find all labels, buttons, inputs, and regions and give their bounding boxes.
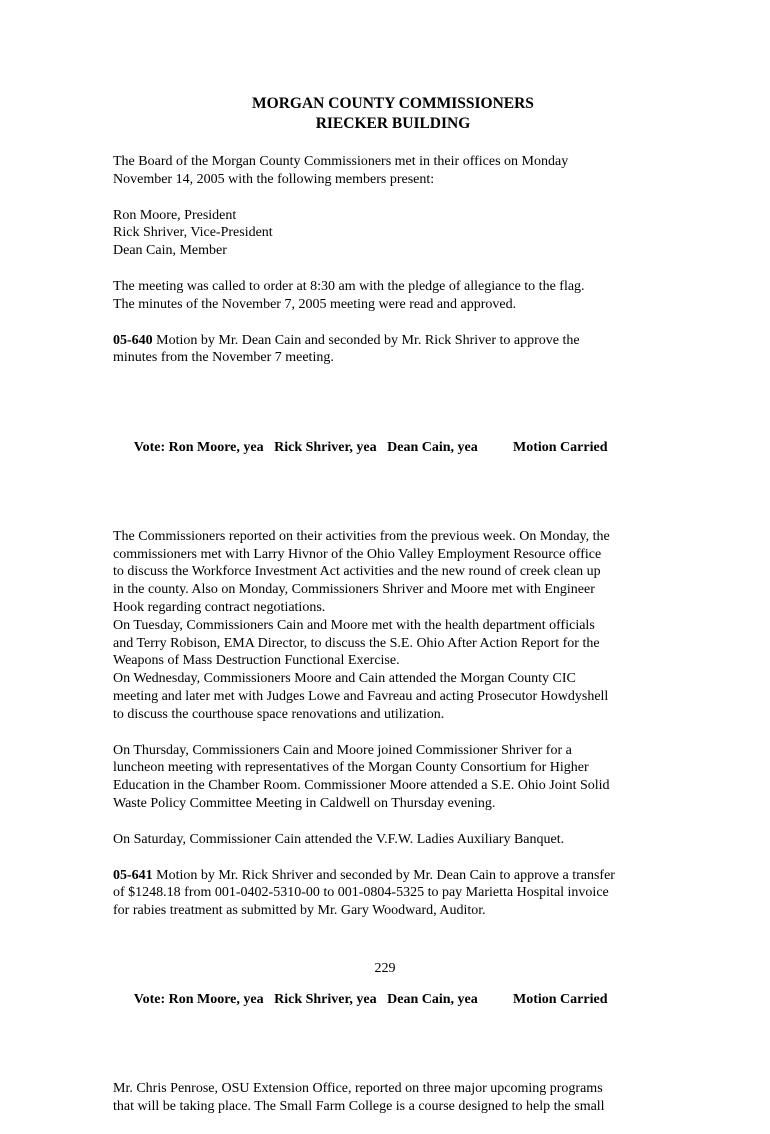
text-line: that will be taking place. The Small Farm College is a course designed to help the small	[113, 1099, 605, 1115]
text-line: in the county. Also on Monday, Commissioners Shriver and Moore met with Engineer	[113, 582, 595, 598]
text-line: On Tuesday, Commissioners Cain and Moore met with the health department officials	[113, 617, 595, 633]
text-line: to discuss the Workforce Investment Act activities and the new round of creek clean up	[113, 564, 601, 580]
text-line: luncheon meeting with representatives of the Morgan County Consortium for Higher	[113, 760, 589, 776]
text-line: The minutes of the November 7, 2005 meeting were read and approved.	[113, 296, 517, 312]
document-header	[113, 94, 673, 134]
text-line: Waste Policy Committee Meeting in Caldwell on Thursday evening.	[113, 795, 496, 811]
text-line: November 14, 2005 with the following members present:	[113, 171, 435, 187]
text-line: Education in the Chamber Room. Commissioner Moore attended a S.E. Ohio Joint Solid	[113, 778, 610, 794]
text-line	[113, 332, 673, 350]
text-line: and Terry Robison, EMA Director, to discuss the S.E. Ohio After Action Report for the	[113, 635, 600, 651]
page-subtitle: RIECKER BUILDING	[315, 115, 471, 132]
page-number: 229	[374, 961, 396, 976]
vote-text: Vote: Ron Moore, yea Rick Shriver, yea Dean Cain, yea	[133, 992, 478, 1008]
text-line: The meeting was called to order at 8:30 am with the pledge of allegiance to the flag.	[113, 278, 585, 294]
text-line: minutes from the November 7 meeting.	[113, 350, 334, 366]
document-page	[113, 94, 673, 1134]
member-entry: Rick Shriver, Vice-President	[113, 225, 273, 241]
activities-paragraph	[113, 528, 673, 617]
text-line: On Wednesday, Commissioners Moore and Cain attended the Morgan County CIC	[113, 671, 576, 687]
vote-result: Motion Carried	[513, 439, 608, 455]
text-line: meeting and later met with Judges Lowe and Favreau and acting Prosecutor Howdyshell	[113, 688, 609, 704]
page-title: MORGAN COUNTY COMMISSIONERS	[252, 95, 534, 112]
text-line: On Thursday, Commissioners Cain and Moore joined Commissioner Shriver for a	[113, 742, 572, 758]
vote-text: Vote: Ron Moore, yea Rick Shriver, yea Dean Cain, yea	[133, 439, 478, 455]
tuesday-paragraph	[113, 617, 673, 670]
text-line: Weapons of Mass Destruction Functional Exercise.	[113, 653, 400, 669]
text-line: of $1248.18 from 001-0402-5310-00 to 001-0804-5325 to pay Marietta Hospital invoice	[113, 885, 609, 901]
text-line	[113, 867, 673, 885]
text-line: to discuss the courthouse space renovations and utilization.	[113, 706, 445, 722]
motion-05-641	[113, 867, 673, 920]
members-list	[113, 207, 673, 260]
text-line: The Board of the Morgan County Commissioners met in their offices on Monday	[113, 154, 569, 169]
motion-number: 05-641	[113, 867, 153, 883]
text-line: commissioners met with Larry Hivnor of the Ohio Valley Employment Resource office	[113, 546, 602, 562]
intro-paragraph	[113, 153, 673, 189]
motion-number: 05-640	[113, 332, 153, 348]
vote-record-2	[113, 938, 673, 1063]
call-to-order-paragraph	[113, 278, 673, 314]
vote-record-1	[113, 385, 673, 510]
member-entry: Dean Cain, Member	[113, 243, 227, 259]
motion-text: Motion by Mr. Dean Cain and seconded by Mr. Rick Shriver to approve the	[152, 332, 580, 348]
motion-05-640	[113, 332, 673, 368]
vote-result: Motion Carried	[513, 992, 608, 1008]
motion-text: Motion by Mr. Rick Shriver and seconded by Mr. Dean Cain to approve a transfer	[152, 867, 615, 883]
extension-paragraph	[113, 1080, 673, 1116]
text-line: Hook regarding contract negotiations.	[113, 599, 326, 615]
thursday-paragraph	[113, 742, 673, 813]
text-line: for rabies treatment as submitted by Mr. Gary Woodward, Auditor.	[113, 903, 486, 919]
text-line: On Saturday, Commissioner Cain attended the V.F.W. Ladies Auxiliary Banquet.	[113, 831, 565, 847]
member-entry: Ron Moore, President	[113, 207, 237, 223]
wednesday-paragraph	[113, 670, 673, 723]
text-line: Mr. Chris Penrose, OSU Extension Office, reported on three major upcoming programs	[113, 1081, 603, 1097]
text-line: The Commissioners reported on their activities from the previous week. On Monday, the	[113, 528, 610, 544]
saturday-paragraph	[113, 831, 673, 849]
